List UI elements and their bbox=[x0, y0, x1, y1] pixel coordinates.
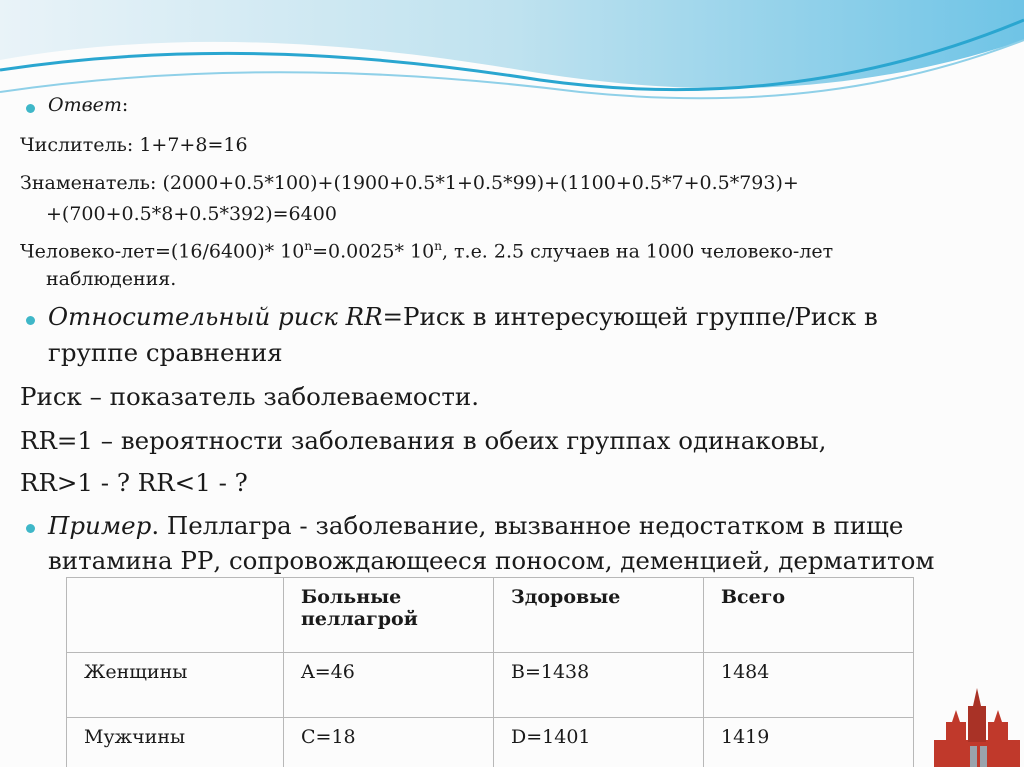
denominator-line-2: +(700+0.5*8+0.5*392)=6400 bbox=[46, 203, 337, 225]
pellagra-table bbox=[66, 577, 914, 767]
rr-equal-one-line: RR=1 – вероятности заболевания в обеих группах одинаковы, bbox=[20, 426, 827, 455]
table-header-cell: Всего bbox=[704, 578, 914, 653]
rr-compare-line: RR>1 - ? RR<1 - ? bbox=[20, 468, 248, 497]
table-cell: B=1438 bbox=[494, 653, 704, 718]
table-header-cell bbox=[67, 578, 284, 653]
relative-risk-line-2: группе сравнения bbox=[48, 338, 283, 367]
person-years-line-1: Человеко-лет=(16/6400)* $10^n=0.0025*$ 10$^n$, т.е. 2.5 случаев на 1000 человеко-лет bbox=[20, 239, 834, 263]
denominator-line-1: Знаменатель: (2000+0.5*100)+(1900+0.5*1+0.5*99)+(1100+0.5*7+0.5*793)+ bbox=[20, 172, 799, 194]
table-header-row bbox=[67, 578, 914, 653]
bullet-icon bbox=[26, 316, 35, 325]
table-row bbox=[67, 718, 914, 767]
university-building-logo-icon bbox=[930, 688, 1024, 767]
table-cell: D=1401 bbox=[494, 718, 704, 767]
decorative-waves bbox=[0, 0, 1024, 110]
table-cell: C=18 bbox=[284, 718, 494, 767]
table-cell: 1419 bbox=[704, 718, 914, 767]
person-years-line-2: наблюдения. bbox=[46, 268, 177, 290]
table-header-cell: Больные пеллагрой bbox=[284, 578, 494, 653]
answer-heading: Ответ: bbox=[48, 94, 129, 116]
example-line-2: витамина РР, сопровождающееся поносом, деменцией, дерматитом bbox=[48, 546, 935, 575]
risk-line: Риск – показатель заболеваемости. bbox=[20, 382, 480, 411]
table-cell: 1484 bbox=[704, 653, 914, 718]
table-cell: A=46 bbox=[284, 653, 494, 718]
relative-risk-line-1: Относительный риск RR=Риск в интересующей группе/Риск в bbox=[48, 302, 878, 331]
table-cell: Женщины bbox=[67, 653, 284, 718]
bullet-icon bbox=[26, 524, 35, 533]
bullet-icon bbox=[26, 104, 35, 113]
table-row bbox=[67, 653, 914, 718]
table-header-cell: Здоровые bbox=[494, 578, 704, 653]
example-line-1: Пример. Пеллагра - заболевание, вызванное недостатком в пище bbox=[48, 511, 904, 540]
table-cell: Мужчины bbox=[67, 718, 284, 767]
numerator-line: Числитель: 1+7+8=16 bbox=[20, 134, 248, 156]
